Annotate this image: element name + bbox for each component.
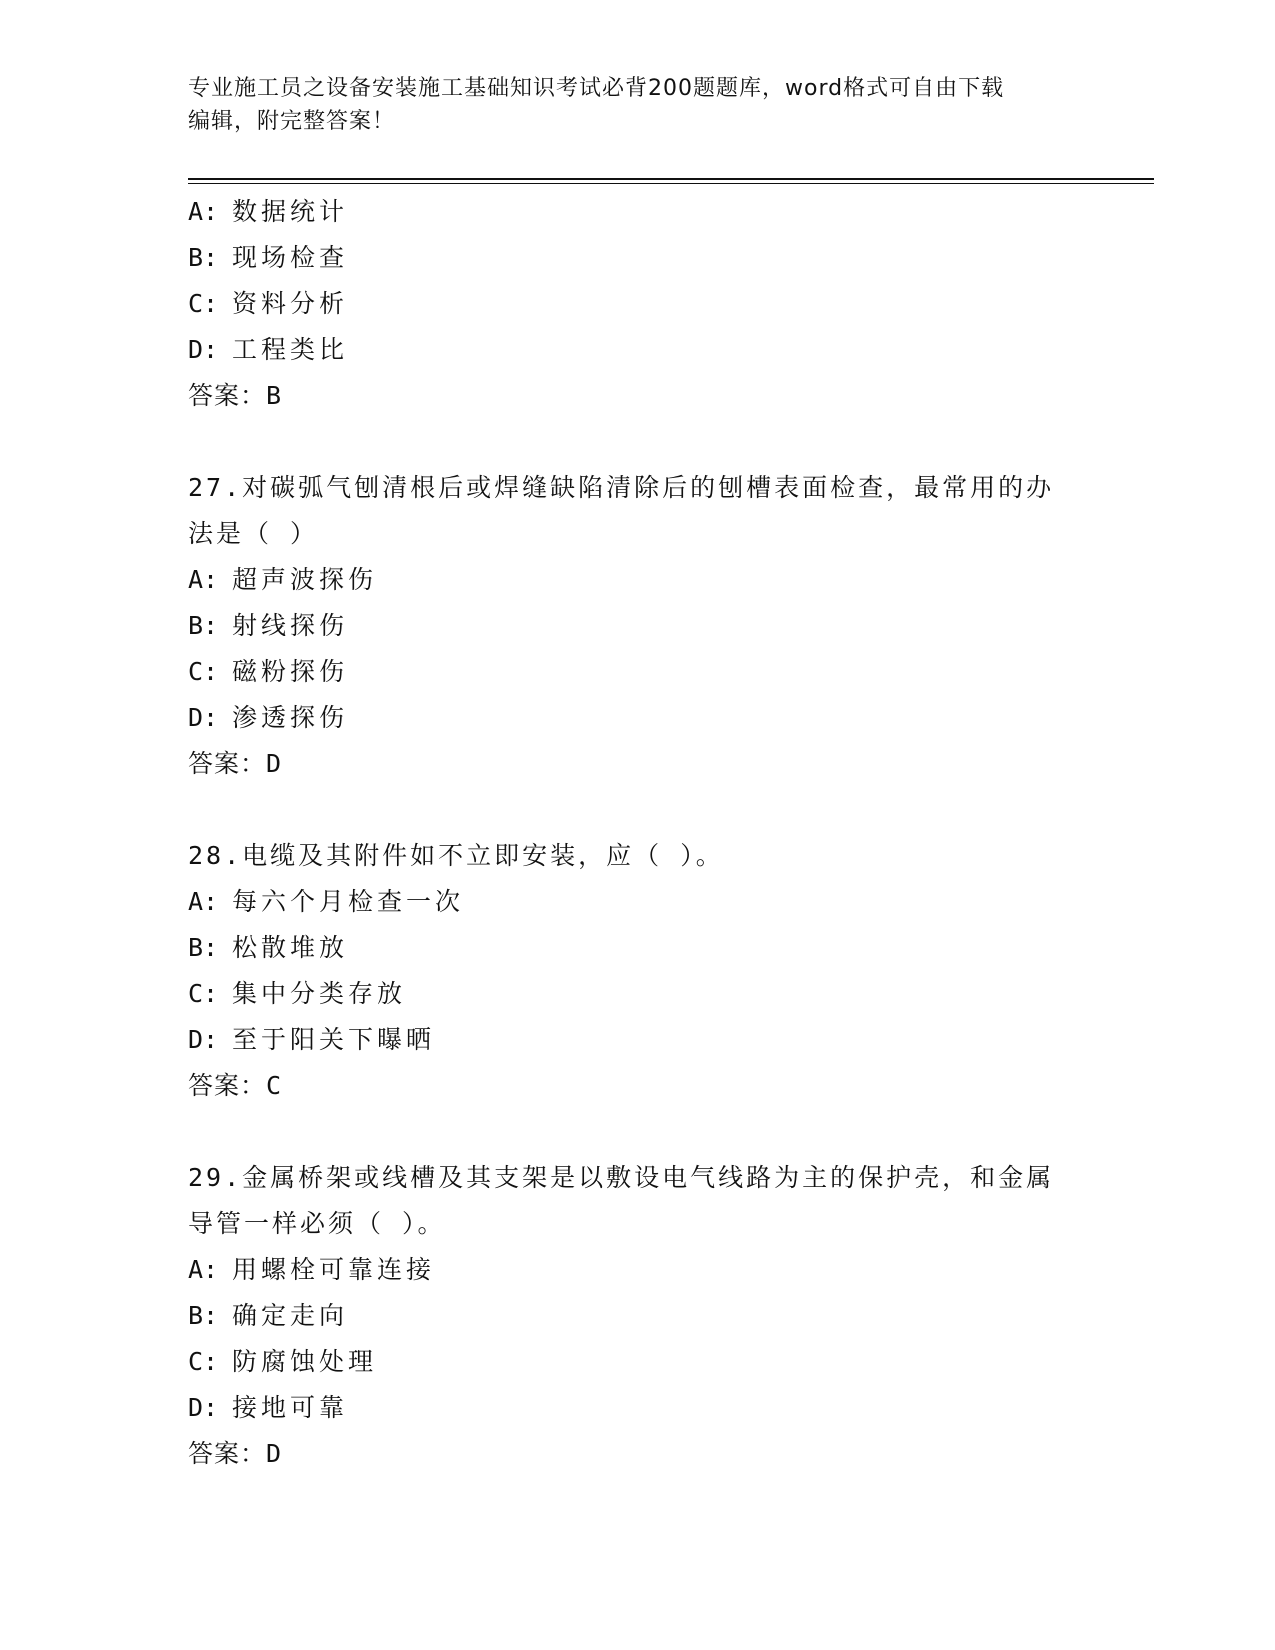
option-text: 防腐蚀处理 [232, 1347, 378, 1376]
question-block-28 [188, 833, 1088, 1109]
option-c [188, 1339, 1088, 1385]
answer-line [188, 741, 1088, 787]
question-block-27 [188, 465, 1088, 787]
option-text: 集中分类存放 [232, 979, 407, 1008]
header-title-line-1: 专业施工员之设备安装施工基础知识考试必背200题题库，word格式可自由下载 [188, 76, 1005, 101]
option-d [188, 1017, 1088, 1063]
option-text: 磁粉探伤 [232, 657, 349, 686]
option-d [188, 1385, 1088, 1431]
option-letter: A: [188, 565, 219, 594]
option-letter: B: [188, 611, 219, 640]
option-letter: B: [188, 243, 219, 272]
answer-label: 答案： [188, 1439, 267, 1468]
answer-label: 答案： [188, 1071, 267, 1100]
option-a [188, 879, 1088, 925]
option-text: 接地可靠 [232, 1393, 349, 1422]
question-text-line-1: 29.金属桥架或线槽及其支架是以敷设电气线路为主的保护壳，和金属 [188, 1163, 1055, 1192]
option-letter: A: [188, 197, 219, 226]
answer-line [188, 1063, 1088, 1109]
answer-value: D [266, 1439, 283, 1468]
spacer [188, 419, 1088, 465]
answer-line [188, 373, 1088, 419]
option-letter: B: [188, 933, 219, 962]
option-c [188, 281, 1088, 327]
option-letter: C: [188, 1347, 219, 1376]
option-text: 资料分析 [232, 289, 349, 318]
option-text: 松散堆放 [232, 933, 349, 962]
option-c [188, 649, 1088, 695]
header-divider-thin [188, 183, 1154, 184]
spacer [188, 1109, 1088, 1155]
option-letter: D: [188, 1393, 219, 1422]
option-b [188, 603, 1088, 649]
option-b [188, 1293, 1088, 1339]
option-letter: D: [188, 1025, 219, 1054]
answer-line [188, 1431, 1088, 1477]
question-text-line-1: 27.对碳弧气刨清根后或焊缝缺陷清除后的刨槽表面检查，最常用的办 [188, 473, 1055, 502]
answer-label: 答案： [188, 381, 267, 410]
question-text-line-1: 28.电缆及其附件如不立即安装，应（ ）。 [188, 841, 724, 870]
header-divider-thick [188, 178, 1154, 180]
option-text: 数据统计 [232, 197, 349, 226]
option-text: 至于阳关下曝晒 [232, 1025, 436, 1054]
option-c [188, 971, 1088, 1017]
header-title-line-2: 编辑，附完整答案！ [188, 109, 396, 134]
question-block-26 [188, 189, 1088, 419]
option-letter: C: [188, 289, 219, 318]
option-a [188, 1247, 1088, 1293]
question-text-line-2: 导管一样必须（ ）。 [188, 1209, 446, 1238]
option-b [188, 925, 1088, 971]
answer-label: 答案： [188, 749, 267, 778]
option-letter: D: [188, 335, 219, 364]
option-letter: B: [188, 1301, 219, 1330]
option-a [188, 557, 1088, 603]
option-text: 射线探伤 [232, 611, 349, 640]
answer-value: C [266, 1071, 283, 1100]
question-block-29 [188, 1155, 1088, 1477]
option-text: 现场检查 [232, 243, 349, 272]
option-b [188, 235, 1088, 281]
option-letter: C: [188, 657, 219, 686]
option-text: 每六个月检查一次 [232, 887, 465, 916]
spacer [188, 787, 1088, 833]
option-d [188, 327, 1088, 373]
option-letter: C: [188, 979, 219, 1008]
option-text: 工程类比 [232, 335, 349, 364]
option-text: 确定走向 [232, 1301, 349, 1330]
option-letter: D: [188, 703, 219, 732]
question-text-line-2: 法是（ ） [188, 519, 319, 548]
question-list [188, 189, 1088, 1477]
answer-value: B [266, 381, 283, 410]
option-d [188, 695, 1088, 741]
answer-value: D [266, 749, 283, 778]
option-letter: A: [188, 887, 219, 916]
option-text: 用螺栓可靠连接 [232, 1255, 436, 1284]
option-text: 超声波探伤 [232, 565, 378, 594]
option-text: 渗透探伤 [232, 703, 349, 732]
option-a [188, 189, 1088, 235]
option-letter: A: [188, 1255, 219, 1284]
document-header [188, 72, 1088, 138]
